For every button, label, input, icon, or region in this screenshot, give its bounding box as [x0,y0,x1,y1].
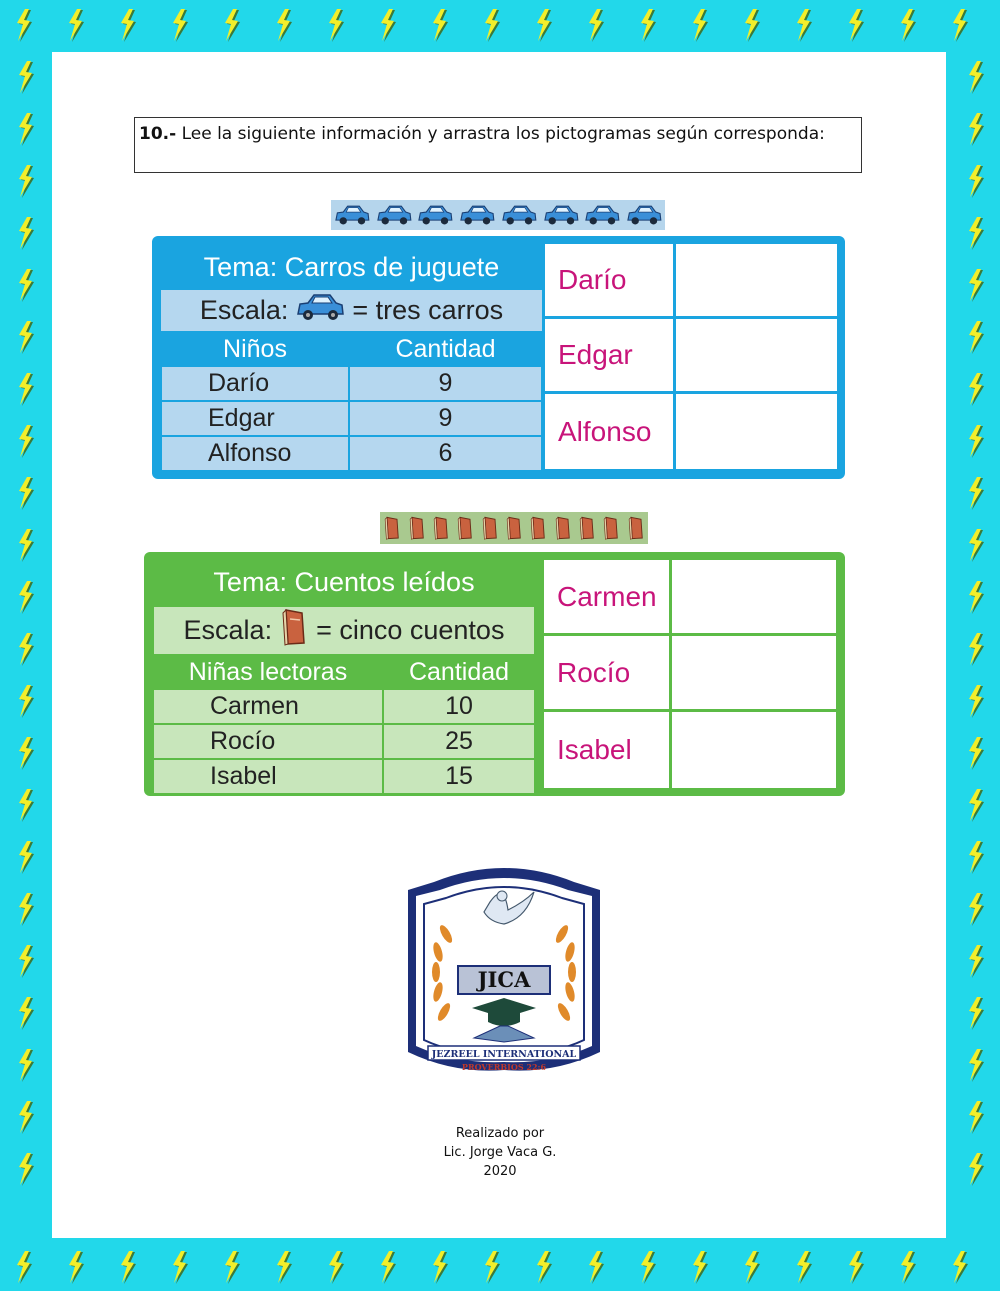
row-name: Rocío [153,724,383,759]
lightning-bolt-icon [17,1251,32,1284]
car-icon[interactable] [415,200,457,230]
lightning-bolt-icon [225,1251,240,1284]
lightning-bolt-icon [19,61,34,94]
logo-name: JICA [477,967,531,992]
lightning-bolt-icon [849,9,864,42]
book-icon[interactable] [575,512,599,544]
lightning-bolt-icon [969,1153,984,1186]
lightning-bolt-icon [969,1101,984,1134]
car-icon[interactable] [623,200,665,230]
books-col-name: Niñas lectoras [188,657,348,686]
car-icon [294,290,346,331]
credits-author: Lic. Jorge Vaca G. [443,1145,557,1160]
lightning-bolt-icon [589,1251,604,1284]
drop-zone-dario[interactable] [676,244,837,319]
answer-label-carmen: Carmen [544,560,672,636]
lightning-bolt-icon [19,373,34,406]
lightning-bolt-icon [19,997,34,1030]
lightning-bolt-icon [19,477,34,510]
car-icon[interactable] [540,200,582,230]
lightning-bolt-icon [969,477,984,510]
lightning-bolt-icon [969,789,984,822]
lightning-bolt-icon [969,1049,984,1082]
credits-year: 2020 [483,1164,517,1179]
lightning-bolt-icon [277,1251,292,1284]
lightning-bolt-icon [19,321,34,354]
book-icon[interactable] [551,512,575,544]
car-icon[interactable] [498,200,540,230]
books-data-table [152,560,536,795]
lightning-bolt-icon [969,997,984,1030]
books-scale-row [153,606,535,655]
lightning-bolt-icon [969,945,984,978]
car-icon[interactable] [456,200,498,230]
lightning-bolt-icon [969,685,984,718]
lightning-bolt-icon [849,1251,864,1284]
car-pictogram-strip [331,200,665,230]
row-name: Edgar [161,401,349,436]
lightning-bolt-icon [19,269,34,302]
table-row [161,366,542,401]
lightning-bolt-icon [19,789,34,822]
lightning-bolt-icon [953,1251,968,1284]
books-scale-value: = cinco cuentos [316,615,505,645]
book-icon[interactable] [453,512,477,544]
books-col-amount: Cantidad [408,657,510,686]
row-amount: 10 [383,689,535,724]
lightning-bolt-icon [969,841,984,874]
lightning-bolt-icon [969,581,984,614]
lightning-bolt-icon [381,9,396,42]
lightning-bolt-icon [121,9,136,42]
book-icon[interactable] [429,512,453,544]
lightning-bolt-icon [277,9,292,42]
lightning-bolt-icon [485,1251,500,1284]
table-row [153,759,535,794]
books-panel [144,552,845,796]
instruction-text: Lee la siguiente información y arrastra los pictogramas según corresponda: [181,124,825,144]
drop-zone-rocio[interactable] [672,636,836,712]
cars-table-title: Tema: Carros de juguete [203,251,500,282]
row-name: Carmen [153,689,383,724]
lightning-bolt-icon [19,217,34,250]
lightning-bolt-icon [329,1251,344,1284]
cars-col-amount: Cantidad [395,334,496,363]
lightning-bolt-icon [589,9,604,42]
lightning-bolt-icon [693,9,708,42]
cars-col-name: Niños [223,334,287,363]
school-crest-logo [404,862,604,1072]
cars-scale-value: = tres carros [352,295,504,325]
lightning-bolt-icon [19,893,34,926]
lightning-bolt-icon [969,321,984,354]
lightning-bolt-icon [381,1251,396,1284]
lightning-bolt-icon [19,633,34,666]
lightning-bolt-icon [19,529,34,562]
lightning-bolt-icon [69,9,84,42]
cars-panel [152,236,845,479]
lightning-bolt-icon [173,1251,188,1284]
book-icon[interactable] [380,512,404,544]
lightning-bolt-icon [69,1251,84,1284]
lightning-bolt-icon [121,1251,136,1284]
lightning-bolt-icon [641,1251,656,1284]
lightning-bolt-icon [329,9,344,42]
lightning-bolt-icon [537,9,552,42]
lightning-bolt-icon [969,113,984,146]
row-name: Alfonso [161,436,349,471]
lightning-bolt-icon [693,1251,708,1284]
lightning-bolt-icon [433,1251,448,1284]
drop-zone-edgar[interactable] [676,319,837,394]
lightning-bolt-icon [969,217,984,250]
lightning-bolt-icon [969,893,984,926]
lightning-bolt-icon [969,425,984,458]
lightning-bolt-icon [19,841,34,874]
books-scale-label: Escala: [183,615,273,645]
book-pictogram-strip [380,512,648,544]
books-answer-grid [544,560,836,788]
book-icon[interactable] [624,512,648,544]
lightning-bolt-icon [173,9,188,42]
lightning-bolt-icon [745,1251,760,1284]
lightning-bolt-icon [17,9,32,42]
lightning-bolt-icon [901,9,916,42]
book-icon[interactable] [477,512,501,544]
book-icon[interactable] [502,512,526,544]
lightning-bolt-icon [745,9,760,42]
row-amount: 6 [349,436,542,471]
row-amount: 9 [349,401,542,436]
car-icon[interactable] [373,200,415,230]
lightning-bolt-icon [19,945,34,978]
table-row [153,689,535,724]
lightning-bolt-icon [19,1049,34,1082]
answer-label-isabel: Isabel [544,712,672,788]
lightning-bolt-icon [485,9,500,42]
lightning-bolt-icon [969,373,984,406]
cars-scale-label: Escala: [199,295,289,325]
lightning-bolt-icon [969,633,984,666]
lightning-bolt-icon [19,165,34,198]
car-icon[interactable] [582,200,624,230]
answer-label-alfonso: Alfonso [545,394,676,469]
row-amount: 15 [383,759,535,794]
row-amount: 9 [349,366,542,401]
row-name: Isabel [153,759,383,794]
lightning-bolt-icon [969,61,984,94]
credits [400,1124,600,1181]
lightning-bolt-icon [19,113,34,146]
row-amount: 25 [383,724,535,759]
cars-data-table [160,244,543,472]
answer-label-dario: Darío [545,244,676,319]
lightning-bolt-icon [969,737,984,770]
lightning-bolt-icon [433,9,448,42]
answer-label-edgar: Edgar [545,319,676,394]
lightning-bolt-icon [641,9,656,42]
lightning-bolt-icon [953,9,968,42]
lightning-bolt-icon [225,9,240,42]
lightning-bolt-icon [19,685,34,718]
lightning-bolt-icon [969,269,984,302]
lightning-bolt-icon [969,529,984,562]
credits-line-1: Realizado por [455,1126,545,1141]
question-number: 10.- [139,124,177,144]
lightning-bolt-icon [19,1101,34,1134]
book-icon[interactable] [404,512,428,544]
table-row [161,436,542,471]
cars-scale-row [161,290,542,332]
logo-ribbon: JEZREEL INTERNATIONAL [431,1049,577,1060]
lightning-bolt-icon [969,165,984,198]
lightning-bolt-icon [797,9,812,42]
lightning-bolt-icon [19,737,34,770]
books-table-title: Tema: Cuentos leídos [213,567,475,597]
book-icon[interactable] [526,512,550,544]
instruction-box [134,117,862,173]
row-name: Darío [161,366,349,401]
drop-zone-carmen[interactable] [672,560,836,636]
lightning-bolt-icon [19,581,34,614]
cars-answer-grid [545,244,837,469]
book-icon [278,607,310,654]
lightning-bolt-icon [537,1251,552,1284]
drop-zone-alfonso[interactable] [676,394,837,469]
table-row [153,724,535,759]
lightning-bolt-icon [901,1251,916,1284]
drop-zone-isabel[interactable] [672,712,836,788]
table-row [161,401,542,436]
logo-motto: PROVERBIOS 22:6 [461,1062,547,1072]
lightning-bolt-icon [19,425,34,458]
lightning-bolt-icon [19,1153,34,1186]
car-icon[interactable] [331,200,373,230]
book-icon[interactable] [599,512,623,544]
lightning-bolt-icon [797,1251,812,1284]
answer-label-rocio: Rocío [544,636,672,712]
